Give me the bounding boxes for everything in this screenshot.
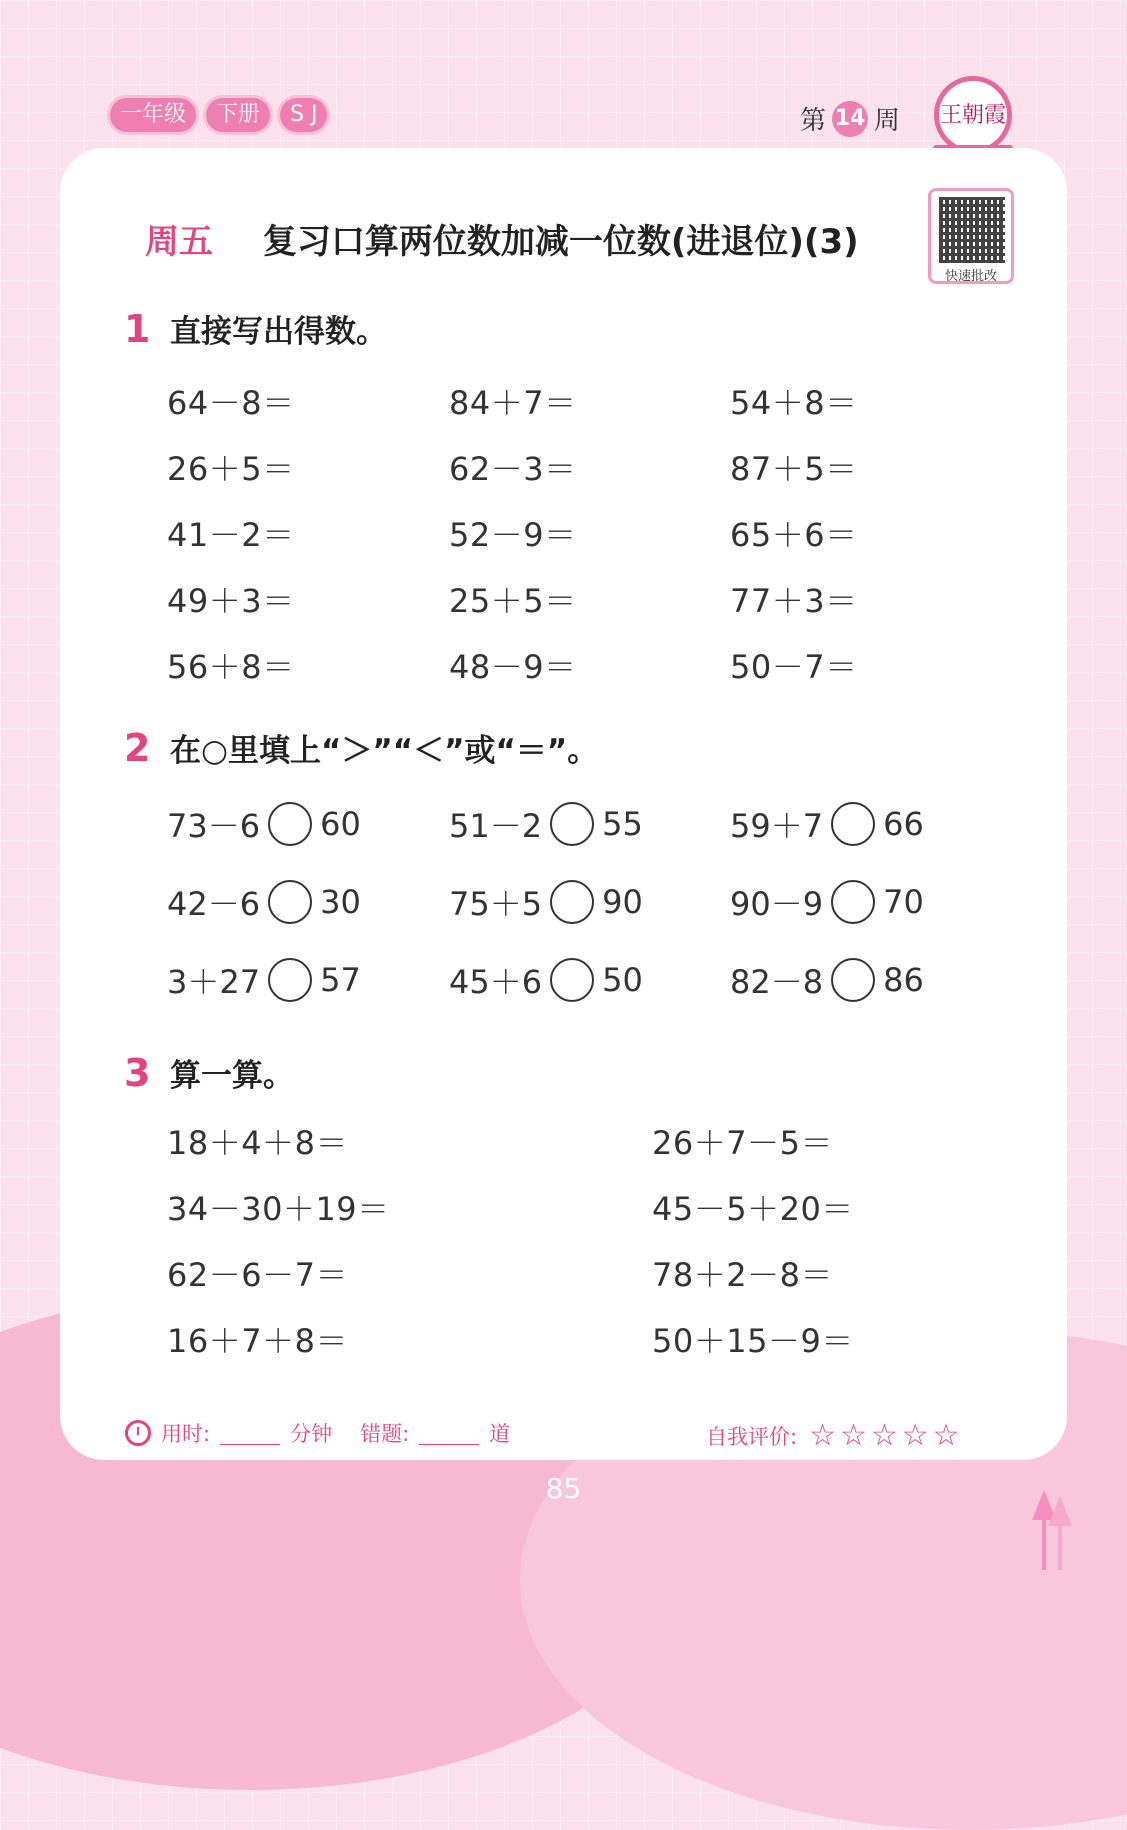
compare-right: 70 bbox=[883, 883, 924, 921]
errors-label: 错题: bbox=[360, 1422, 410, 1446]
section-1-heading bbox=[124, 306, 387, 351]
exercise-3-3: 34－30＋19＝ bbox=[167, 1190, 390, 1228]
compare-circle-blank[interactable] bbox=[831, 880, 875, 924]
week-suffix: 周 bbox=[874, 106, 901, 136]
compare-circle-blank[interactable] bbox=[268, 802, 312, 846]
time-errors-footer bbox=[125, 1418, 510, 1448]
compare-right: 30 bbox=[320, 883, 361, 921]
seal-text: 王朝霞 bbox=[939, 103, 1006, 128]
errors-unit: 道 bbox=[489, 1422, 511, 1446]
minute-unit: 分钟 bbox=[290, 1422, 333, 1446]
star-rating[interactable]: ☆☆☆☆☆ bbox=[809, 1418, 964, 1453]
compare-item-6 bbox=[730, 879, 924, 925]
compare-right: 60 bbox=[320, 805, 361, 843]
section-1-number: 1 bbox=[124, 306, 151, 351]
compare-left: 3＋27 bbox=[167, 963, 261, 1001]
section-3-number: 3 bbox=[124, 1050, 151, 1095]
compare-left: 75＋5 bbox=[449, 885, 543, 923]
compare-right: 86 bbox=[883, 961, 924, 999]
section-3-heading bbox=[124, 1050, 294, 1095]
compare-right: 90 bbox=[602, 883, 643, 921]
exercise-1-10: 49＋3＝ bbox=[167, 582, 295, 620]
compare-right: 66 bbox=[883, 805, 924, 843]
edition-tag: S J bbox=[280, 98, 327, 132]
exercise-3-1: 18＋4＋8＝ bbox=[167, 1124, 348, 1162]
self-eval-label: 自我评价: bbox=[706, 1424, 798, 1449]
compare-left: 90－9 bbox=[730, 885, 824, 923]
compare-item-5 bbox=[449, 879, 643, 925]
exercise-3-8: 50＋15－9＝ bbox=[652, 1322, 854, 1360]
page-title bbox=[145, 214, 859, 263]
compare-item-3 bbox=[730, 801, 924, 847]
self-evaluation bbox=[706, 1418, 964, 1453]
exercise-3-5: 62－6－7＝ bbox=[167, 1256, 348, 1294]
week-prefix: 第 bbox=[800, 106, 827, 136]
grade-tag: 一年级 bbox=[110, 98, 196, 132]
compare-circle-blank[interactable] bbox=[550, 802, 594, 846]
compare-circle-blank[interactable] bbox=[268, 958, 312, 1002]
time-blank[interactable] bbox=[220, 1422, 280, 1445]
exercise-1-12: 77＋3＝ bbox=[730, 582, 858, 620]
compare-circle-blank[interactable] bbox=[550, 880, 594, 924]
week-indicator bbox=[800, 100, 900, 137]
exercise-1-13: 56＋8＝ bbox=[167, 648, 295, 686]
compare-left: 51－2 bbox=[449, 807, 543, 845]
compare-circle-blank[interactable] bbox=[550, 958, 594, 1002]
grade-tags bbox=[110, 98, 327, 132]
arrow-decoration-icon bbox=[1032, 1490, 1072, 1570]
compare-left: 42－6 bbox=[167, 885, 261, 923]
section-3-title: 算一算。 bbox=[170, 1058, 294, 1094]
title-day: 周五 bbox=[145, 222, 213, 262]
exercise-1-4: 26＋5＝ bbox=[167, 450, 295, 488]
compare-right: 55 bbox=[602, 805, 643, 843]
week-number-badge: 14 bbox=[832, 101, 868, 137]
exercise-3-2: 26＋7－5＝ bbox=[652, 1124, 833, 1162]
compare-item-8 bbox=[449, 957, 643, 1003]
time-label: 用时: bbox=[161, 1422, 211, 1446]
exercise-1-14: 48－9＝ bbox=[449, 648, 577, 686]
section-2-heading bbox=[124, 725, 598, 770]
exercise-3-6: 78＋2－8＝ bbox=[652, 1256, 833, 1294]
exercise-1-15: 50－7＝ bbox=[730, 648, 858, 686]
compare-right: 50 bbox=[602, 961, 643, 999]
compare-left: 82－8 bbox=[730, 963, 824, 1001]
exercise-1-6: 87＋5＝ bbox=[730, 450, 858, 488]
compare-left: 73－6 bbox=[167, 807, 261, 845]
exercise-1-2: 84＋7＝ bbox=[449, 384, 577, 422]
exercise-1-7: 41－2＝ bbox=[167, 516, 295, 554]
page-number: 85 bbox=[545, 1472, 582, 1505]
compare-item-1 bbox=[167, 801, 361, 847]
clock-icon bbox=[125, 1420, 151, 1446]
compare-circle-blank[interactable] bbox=[831, 958, 875, 1002]
compare-left: 45＋6 bbox=[449, 963, 543, 1001]
compare-left: 59＋7 bbox=[730, 807, 824, 845]
section-2-title: 在○里填上“＞”“＜”或“＝”。 bbox=[170, 733, 599, 769]
exercise-1-11: 25＋5＝ bbox=[449, 582, 577, 620]
section-2-number: 2 bbox=[124, 725, 151, 770]
section-1-title: 直接写出得数。 bbox=[170, 314, 387, 350]
exercise-3-7: 16＋7＋8＝ bbox=[167, 1322, 348, 1360]
exercise-1-5: 62－3＝ bbox=[449, 450, 577, 488]
compare-item-2 bbox=[449, 801, 643, 847]
exercise-3-4: 45－5＋20＝ bbox=[652, 1190, 854, 1228]
compare-circle-blank[interactable] bbox=[268, 880, 312, 924]
compare-item-7 bbox=[167, 957, 361, 1003]
exercise-1-1: 64－8＝ bbox=[167, 384, 295, 422]
qr-label: 快速批改 bbox=[944, 269, 997, 284]
compare-right: 57 bbox=[320, 961, 361, 999]
brand-seal-logo bbox=[934, 76, 1012, 154]
exercise-1-8: 52－9＝ bbox=[449, 516, 577, 554]
volume-tag: 下册 bbox=[206, 98, 270, 132]
qr-code-icon[interactable] bbox=[939, 197, 1005, 263]
qr-code-box[interactable] bbox=[928, 188, 1014, 284]
errors-blank[interactable] bbox=[419, 1422, 479, 1445]
compare-item-9 bbox=[730, 957, 924, 1003]
exercise-1-3: 54＋8＝ bbox=[730, 384, 858, 422]
compare-circle-blank[interactable] bbox=[831, 802, 875, 846]
exercise-1-9: 65＋6＝ bbox=[730, 516, 858, 554]
title-text: 复习口算两位数加减一位数(进退位)(3) bbox=[262, 222, 859, 262]
compare-item-4 bbox=[167, 879, 361, 925]
